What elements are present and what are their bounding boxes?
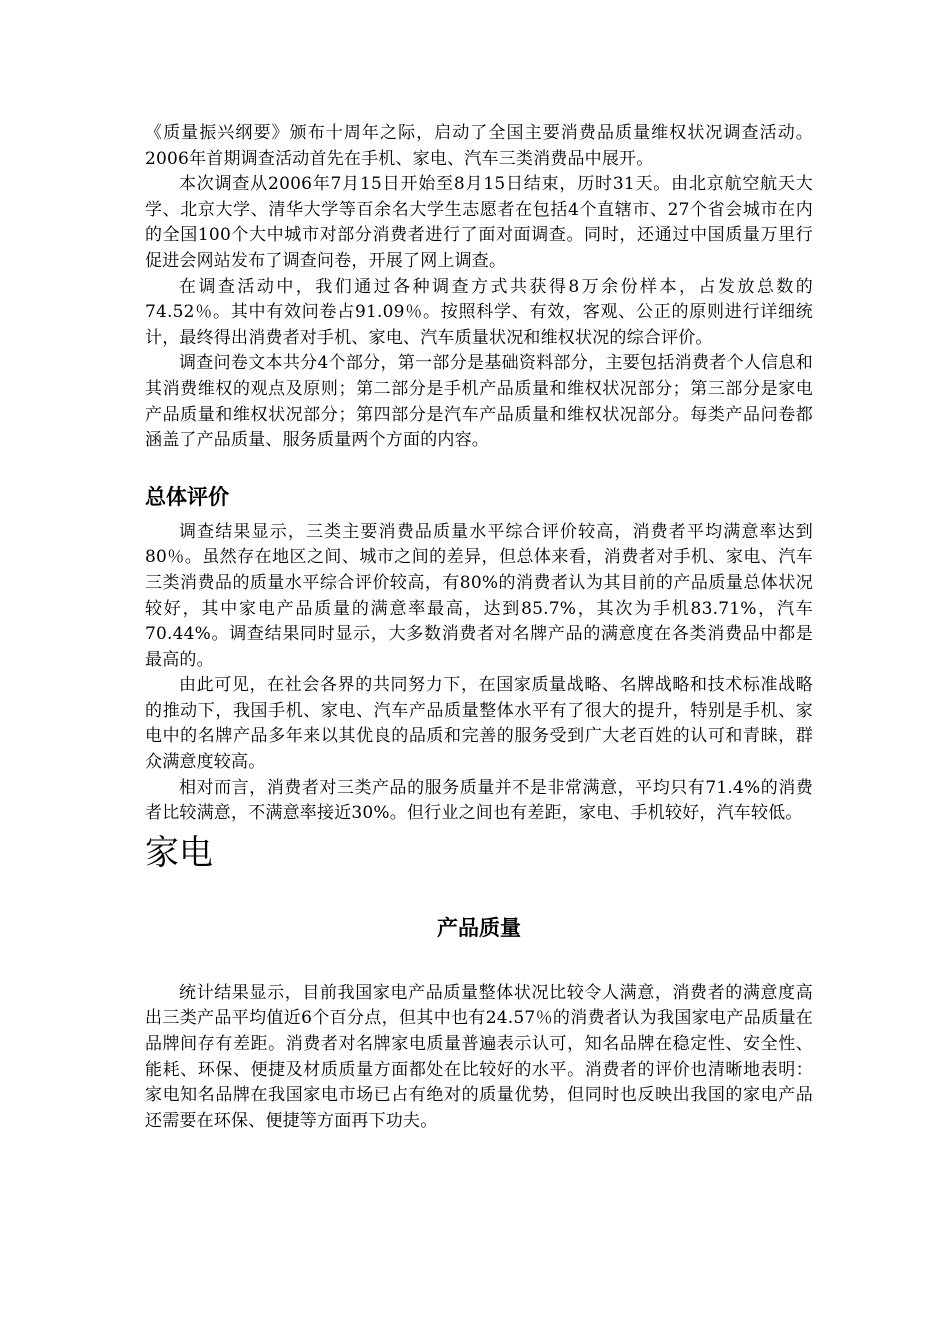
intro-paragraph: 本次调查从2006年7月15日开始至8月15日结束，历时31天。由北京航空航天大学、北京大学、清华大学等百余名大学生志愿者在包括4个直辖市、27个省会城市在内的全国100个大中城市对部分消费者进行了面对面调查。同时，还通过中国质量万里行促进会网站发布了调查问卷，开展了网上调查。 (145, 174, 813, 271)
category-heading-appliances: 家电 (145, 832, 213, 873)
intro-paragraph: 在调查活动中，我们通过各种调查方式共获得8万余份样本，占发放总数的74.52％。其中有效问卷占91.09％。按照科学、有效，客观、公正的原则进行详细统计，最终得出消费者对手机、家电、汽车质量状况和维权状况的综合评价。 (145, 276, 813, 348)
intro-paragraph: 《质量振兴纲要》颁布十周年之际，启动了全国主要消费品质量维权状况调查活动。2006年首期调查活动首先在手机、家电、汽车三类消费品中展开。 (145, 123, 813, 169)
overall-paragraph: 调查结果显示，三类主要消费品质量水平综合评价较高，消费者平均满意率达到80％。虽然存在地区之间、城市之间的差异，但总体来看，消费者对手机、家电、汽车三类消费品的质量水平综合评价较高，有80%的消费者认为其目前的产品质量总体状况较好，其中家电产品质量的满意率最高，达到85.7%，其次为手机83.71%，汽车70.44%。调查结果同时显示，大多数消费者对名牌产品的满意度在各类消费品中都是最高的。 (145, 521, 813, 670)
product-quality-paragraph: 统计结果显示，目前我国家电产品质量整体状况比较令人满意，消费者的满意度高出三类产品平均值近6个百分点，但其中也有24.57％的消费者认为我国家电产品质量在品牌间存有差距。消费者对名牌家电质量普遍表示认可，知名品牌在稳定性、安全性、能耗、环保、便捷及材质质量方面都处在比较好的水平。消费者的评价也清晰地表明：家电知名品牌在我国家电市场已占有绝对的质量优势，但同时也反映出我国的家电产品还需要在环保、便捷等方面再下功夫。 (145, 982, 813, 1131)
intro-paragraph: 调查问卷文本共分4个部分，第一部分是基础资料部分，主要包括消费者个人信息和其消费维权的观点及原则；第二部分是手机产品质量和维权状况部分；第三部分是家电产品质量和维权状况部分；第四部分是汽车产品质量和维权状况部分。每类产品问卷都涵盖了产品质量、服务质量两个方面的内容。 (145, 353, 813, 451)
document-body (145, 121, 813, 1134)
subsection-heading-product-quality: 产品质量 (437, 915, 521, 940)
section-heading-overall: 总体评价 (145, 484, 229, 509)
overall-paragraph: 相对而言，消费者对三类产品的服务质量并不是非常满意，平均只有71.4%的消费者比较满意，不满意率接近30%。但行业之间也有差距，家电、手机较好，汽车较低。 (145, 777, 813, 824)
overall-paragraph: 由此可见，在社会各界的共同努力下，在国家质量战略、名牌战略和技术标准战略的推动下，我国手机、家电、汽车产品质量整体水平有了很大的提升，特别是手机、家电中的名牌产品多年来以其优良的品质和完善的服务受到广大老百姓的认可和青睐，群众满意度较高。 (145, 675, 813, 773)
